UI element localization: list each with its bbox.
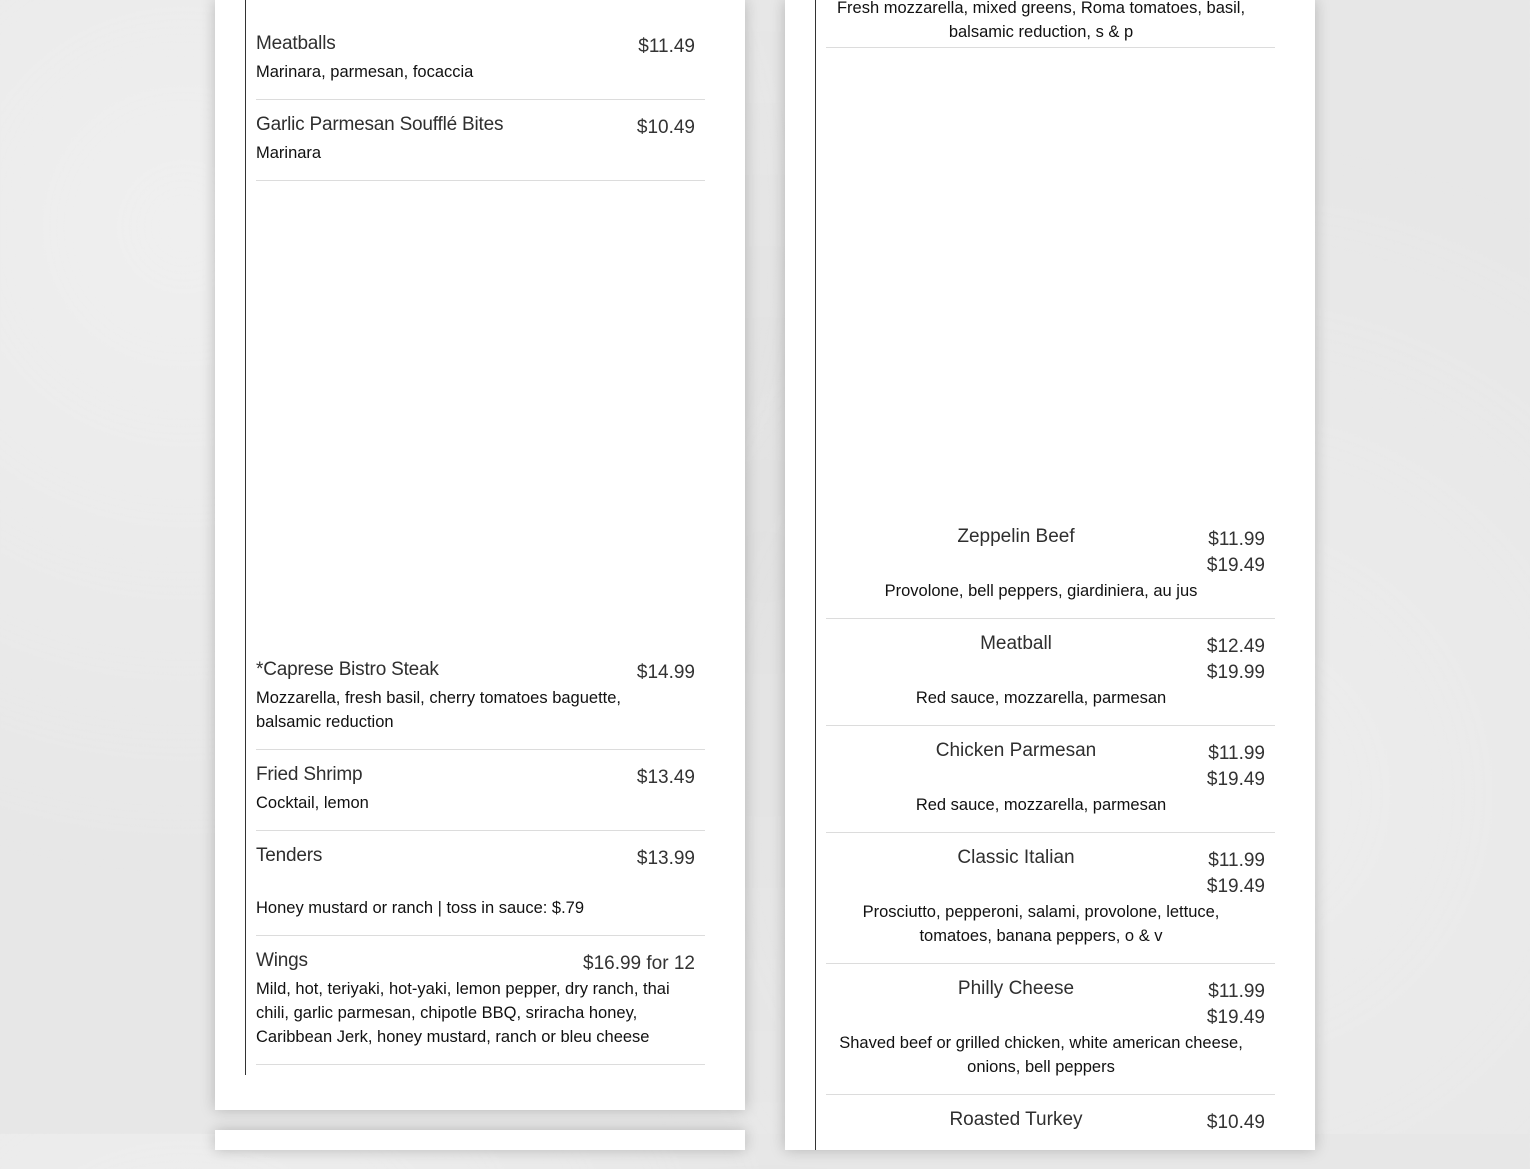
sandwiches-menu-card [785,0,1315,1150]
menu-item-fried-shrimp [256,764,705,831]
menu-item-description: Mild, hot, teriyaki, hot-yaki, lemon pepper, dry ranch, thai chili, garlic parmesan, chipotle BBQ, sriracha honey, Caribbean Jerk, honey mustard, ranch or bleu cheese [256,980,670,1046]
menu-item-meatball [826,633,1275,726]
menu-item-wings [256,950,705,1065]
menu-item-name: Fried Shrimp [256,764,363,785]
menu-item-name: Classic Italian [957,847,1075,868]
menu-item-description: Marinara, parmesan, focaccia [256,63,474,81]
menu-item-description: Mozzarella, fresh basil, cherry tomatoes baguette, balsamic reduction [256,689,622,731]
menu-item-price-small: $11.99 [1208,981,1265,1002]
menu-item-name: Wings [256,950,308,971]
menu-item-description: Marinara [256,144,322,162]
menu-item-philly-cheese [826,978,1275,1095]
menu-item-price-large: $19.99 [1206,662,1265,683]
menu-item-chicken-parmesan [826,740,1275,833]
menu-item-price-large: $19.49 [1206,769,1265,790]
menu-item-description: Provolone, bell peppers, giardiniera, au jus [884,582,1198,600]
menu-item-price: $11.49 [638,36,695,57]
menu-item-name: Meatballs [256,33,336,54]
menu-item-price-small: $11.99 [1208,850,1265,871]
menu-item-description: Honey mustard or ranch | toss in sauce: $.79 [256,899,585,917]
next-menu-card [215,1130,745,1150]
menu-item-zeppelin-beef [826,526,1275,619]
menu-item-name: Chicken Parmesan [935,740,1097,761]
menu-item-name: Tenders [256,845,323,866]
menu-item-description: Cocktail, lemon [256,794,369,812]
menu-item-price-small: $11.99 [1208,743,1265,764]
menu-item-description: Red sauce, mozzarella, parmesan [915,689,1167,707]
menu-item-name: Philly Cheese [957,978,1075,999]
menu-item-name: *Caprese Bistro Steak [256,659,439,680]
menu-item-price-small: $11.99 [1208,529,1265,550]
menu-item-name: Roasted Turkey [949,1109,1083,1130]
menu-item-description: Fresh mozzarella, mixed greens, Roma tomatoes, basil, balsamic reduction, s & p [836,0,1246,41]
menu-item-description: Shaved beef or grilled chicken, white american cheese, onions, bell peppers [839,1034,1243,1076]
menu-divider-line [815,0,816,1150]
menu-item-tenders [256,845,705,936]
menu-item-garlic-parmesan-souffle-bites [256,114,705,181]
menu-item-price-small: $10.49 [1206,1112,1265,1133]
menu-item-name: Zeppelin Beef [957,526,1075,547]
menu-item-roasted-turkey [826,1109,1275,1169]
menu-item-price-large: $19.49 [1206,876,1265,897]
menu-item-price: $10.49 [636,117,695,138]
menu-item-meatballs [256,33,705,100]
menu-item-caprese-bistro-steak [256,659,705,750]
menu-divider-line [245,0,246,1075]
menu-item-price-large: $19.49 [1206,1007,1265,1028]
menu-item-classic-italian [826,847,1275,964]
menu-item-price: $13.49 [636,767,695,788]
menu-item-caprese-partial [826,0,1275,48]
menu-item-price-small: $12.49 [1206,636,1265,657]
menu-item-name: Garlic Parmesan Soufflé Bites [256,114,504,135]
menu-item-price: $13.99 [636,848,695,869]
appetizers-menu-card [215,0,745,1110]
menu-item-price-large: $19.49 [1206,555,1265,576]
menu-item-price: $16.99 for 12 [583,953,695,974]
menu-item-price: $14.99 [636,662,695,683]
menu-item-description: Prosciutto, pepperoni, salami, provolone, lettuce, tomatoes, banana peppers, o & v [862,903,1220,945]
menu-item-description: Red sauce, mozzarella, parmesan [915,796,1167,814]
menu-item-name: Meatball [980,633,1052,654]
